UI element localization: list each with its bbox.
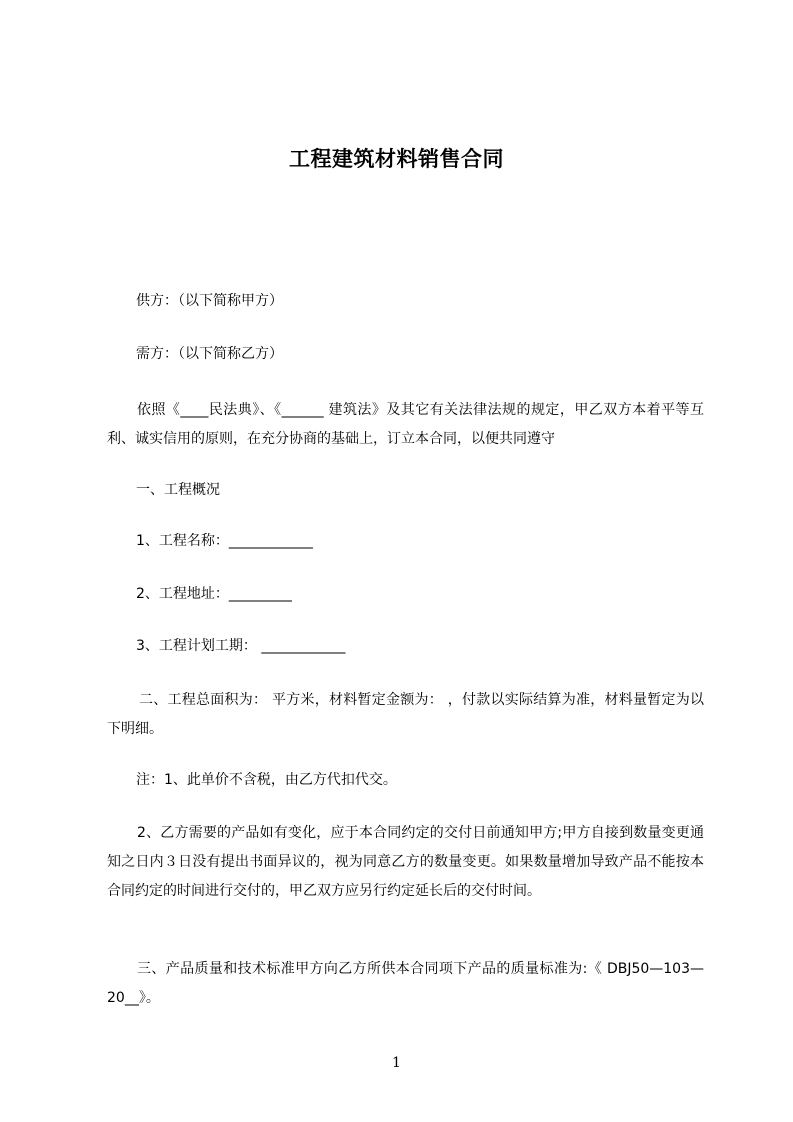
supplier-line: 供方：（以下简称甲方） — [136, 293, 283, 309]
project-address-line: 2、工程地址：_________ — [136, 586, 292, 602]
section-1-heading: 一、工程概况 — [136, 482, 220, 498]
note-1-line: 注：1、此单价不含税，由乙方代扣代交。 — [136, 772, 397, 788]
section-2-paragraph: 二、工程总面积为： 平方米，材料暂定金额为： ，付款以实际结算为准，材料量暂定为以下明细。 — [107, 692, 704, 737]
project-duration-line: 3、工程计划工期： ____________ — [136, 638, 346, 654]
intro-paragraph: 依照《____民法典》、《______ 建筑法》及其它有关法律法规的规定，甲乙双方本着平等互利、诚实信用的原则，在充分协商的基础上，订立本合同，以便共同遵守 — [107, 402, 704, 447]
page-number: 1 — [392, 1055, 401, 1071]
note-2-paragraph: 2、乙方需要的产品如有变化，应于本合同约定的交付日前通知甲方;甲方自接到数量变更通知之日内３日没有提出书面异议的，视为同意乙方的数量变更。如果数量增加导致产品不能按本合同约定的时间进行交付的，甲乙双方应另行约定延长后的交付时间。 — [107, 825, 704, 899]
project-name-line: 1、工程名称：____________ — [136, 533, 313, 549]
document-title: 工程建筑材料销售合同 — [289, 147, 504, 171]
section-3-paragraph: 三、产品质量和技术标准甲方向乙方所供本合同项下产品的质量标准为:《 DBJ50—103—20__》。 — [107, 961, 704, 1006]
buyer-line: 需方：（以下简称乙方） — [136, 346, 283, 362]
